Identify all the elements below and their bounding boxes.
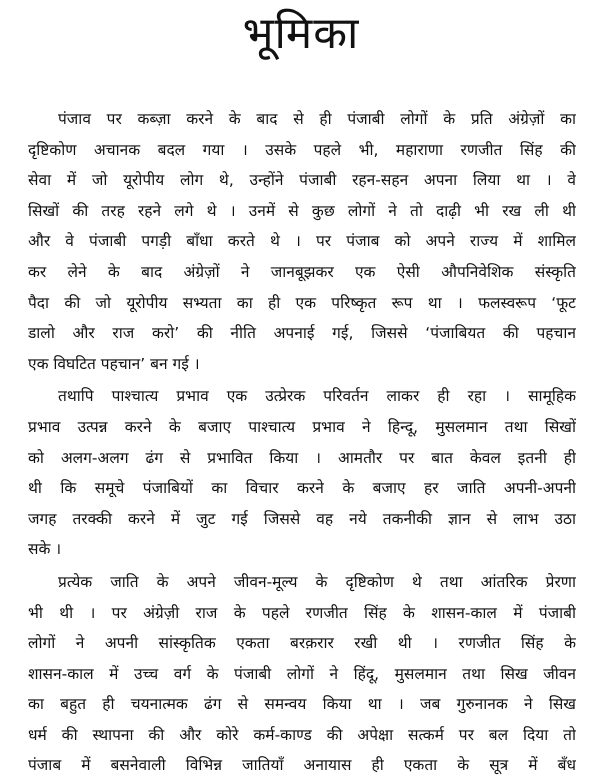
text-line: डालो और राज करो’ की नीति अपनाई गई, जिससे ‘पंजाबियत की पहचान xyxy=(28,324,576,343)
text-line: का बहुत ही चयनात्मक ढंग से समन्वय किया था । जब गुरुनानक ने सिख xyxy=(28,695,576,714)
paragraph-2 xyxy=(28,381,576,565)
text-line: पंजाव पर कब्ज़ा करने के बाद से ही पंजाबी लोगों के प्रति अंग्रेज़ों का xyxy=(58,110,576,128)
page-title: भूमिका xyxy=(242,8,360,59)
text-line: जगह तरक्की करने में जुट गई जिससे वह नये तकनीकी ज्ञान से लाभ उठा xyxy=(28,509,576,528)
text-line: पैदा की जो यूरोपीय सभ्यता का ही एक परिष्कृत रूप था । फलस्वरूप ‘फूट xyxy=(28,293,576,312)
text-line: लोगों ने अपनी सांस्कृतिक एकता बरक़रार रखी थी । रणजीत सिंह के xyxy=(28,634,576,653)
text-line: भी थी । पर अंग्रेज़ी राज के पहले रणजीत सिंह के शासन-काल में पंजाबी xyxy=(28,603,576,622)
text-line: प्रत्येक जाति के अपने जीवन-मूल्य के दृष्टिकोण थे तथा आंतरिक प्रेरणा xyxy=(58,572,576,591)
text-line: सिखों की तरह रहने लगे थे । उनमें से कुछ लोगों ने तो दाढ़ी भी रख ली थी xyxy=(28,201,576,220)
body-text xyxy=(28,104,576,783)
text-line: कर लेने के बाद अंग्रेज़ों ने जानबूझकर एक ऐसी औपनिवेशिक संस्कृति xyxy=(28,262,576,281)
text-line: तथापि पाश्चात्य प्रभाव एक उत्प्रेरक परिवर्तन लाकर ही रहा । सामूहिक xyxy=(58,387,576,406)
text-line: धर्म की स्थापना की और कोरे कर्म-काण्ड की अपेक्षा सत्कर्म पर बल दिया तो xyxy=(28,725,576,744)
text-line: पंजाब में बसनेवाली विभिन्न जातियाँ अनायास ही एकता के सूत्र में बँध xyxy=(28,756,576,775)
text-line: थी कि समूचे पंजाबियों का विचार करने के बजाए हर जाति अपनी-अपनी xyxy=(28,479,576,498)
paragraph-3 xyxy=(28,567,576,781)
text-line: सेवा में जो यूरोपीय लोग थे, उन्होंने पंजाबी रहन-सहन अपना लिया था । वे xyxy=(28,171,576,190)
text-line: शासन-काल में उच्च वर्ग के पंजाबी लोगों ने हिंदू, मुसलमान तथा सिख जीवन xyxy=(28,664,576,683)
text-line: को अलग-अलग ढंग से प्रभावित किया । आमतौर पर बात केवल इतनी ही xyxy=(28,448,576,467)
paragraph-1 xyxy=(28,104,576,379)
text-line: और वे पंजाबी पगड़ी बाँधा करते थे । पर पंजाब को अपने राज्य में शामिल xyxy=(28,232,576,251)
text-line: प्रभाव उत्पन्न करने के बजाए पाश्चात्य प्रभाव ने हिन्दू, मुसलमान तथा सिखों xyxy=(28,417,576,436)
text-line: दृष्टिकोण अचानक बदल गया । उसके पहले भी, महाराणा रणजीत सिंह की xyxy=(28,140,576,159)
text-line: एक विघटित पहचान’ बन गई । xyxy=(28,354,200,373)
text-line: सके । xyxy=(28,540,62,559)
